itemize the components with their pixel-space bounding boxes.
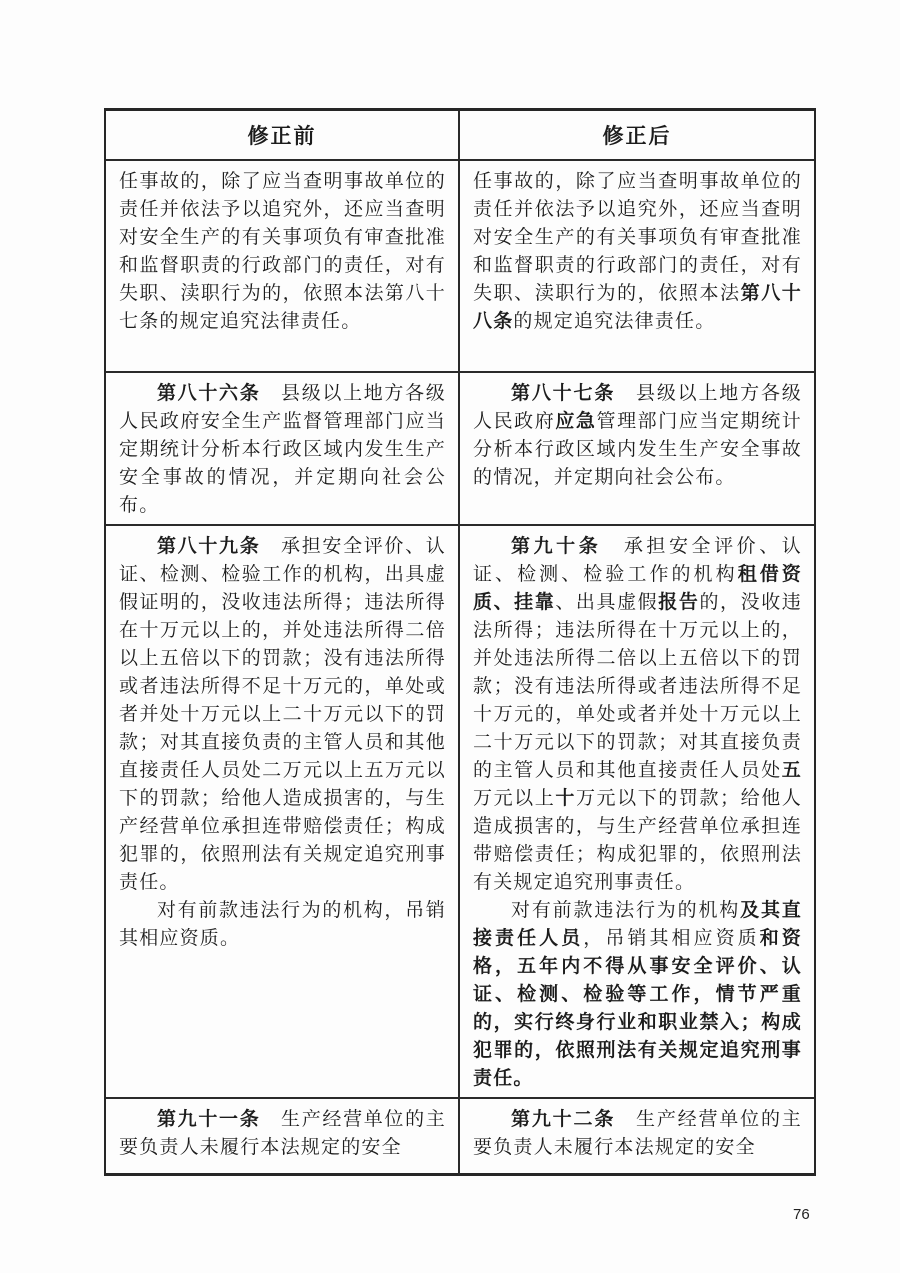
table-row <box>106 1099 814 1175</box>
text-run: 万元以下的罚款；给他人造成损害的，与生产经营单位承担连带赔偿责任；构成犯罪的，依照刑法有关规定追究刑事责任。 <box>473 788 802 893</box>
table-row <box>106 373 814 526</box>
amended-text-run: 第九十一条 <box>157 1109 261 1130</box>
cell-after <box>460 1099 814 1175</box>
header-before: 修正前 <box>106 111 460 159</box>
amended-text-run: 十 <box>555 788 576 809</box>
amended-text-run: 租借资质、挂靠 <box>473 564 802 613</box>
paragraph <box>119 533 446 897</box>
text-run: ，吊销其相应资质 <box>583 928 760 949</box>
paragraph <box>473 533 802 897</box>
cell-after <box>460 373 814 524</box>
amended-text-run: 第九十二条 <box>511 1109 616 1130</box>
text-run: 万元以上 <box>473 788 556 809</box>
amended-text-run: 和资格，五年内不得从事安全评价、认证、检测、检验等工作，情节严重的，实行终身行业和职业禁入；构成犯罪的，依照刑法有关规定追究刑事责任。 <box>473 928 802 1089</box>
table-header-row <box>106 111 814 161</box>
table-body <box>106 161 814 1175</box>
cell-before <box>106 526 460 1097</box>
cell-after <box>460 526 814 1097</box>
paragraph <box>473 380 802 492</box>
amended-text-run: 应急 <box>555 411 597 432</box>
text-run: 对有前款违法行为的机构，吊销其相应资质。 <box>119 900 446 949</box>
paragraph <box>473 168 802 336</box>
amended-text-run: 第八十八条 <box>473 283 802 332</box>
text-run: 任事故的，除了应当查明事故单位的责任并依法予以追究外，还应当查明对安全生产的有关事项负有审查批准和监督职责的行政部门的责任，对有失职、渎职行为的，依照本法第八十七条的规定追究法律责任。 <box>119 171 446 332</box>
page-number: 76 <box>793 1206 810 1223</box>
paragraph <box>473 1106 802 1162</box>
paragraph <box>473 897 802 1093</box>
text-run: 任事故的，除了应当查明事故单位的责任并依法予以追究外，还应当查明对安全生产的有关事项负有审查批准和监督职责的行政部门的责任，对有失职、渎职行为的，依照本法 <box>473 171 802 304</box>
cell-after <box>460 161 814 371</box>
paragraph <box>119 897 446 953</box>
amended-text-run: 第八十九条 <box>157 536 261 557</box>
paragraph <box>119 168 446 336</box>
text-run: 对有前款违法行为的机构 <box>511 900 741 921</box>
table-row <box>106 526 814 1099</box>
amended-text-run: 第九十条 <box>511 536 602 557</box>
table-row <box>106 161 814 373</box>
text-run: 管理部门应当定期统计分析本行政区域内发生生产安全事故的情况，并定期向社会公布。 <box>473 411 802 488</box>
amended-text-run: 第八十七条 <box>511 383 616 404</box>
text-run: 生产经营单位的主要负责人未履行本法规定的安全 <box>473 1109 802 1158</box>
text-run: 的规定追究法律责任。 <box>513 311 716 332</box>
comparison-table <box>104 108 816 1176</box>
cell-before <box>106 1099 460 1175</box>
text-run: 承担安全评价、认证、检测、检验工作的机构 <box>473 536 802 585</box>
amended-text-run: 第八十六条 <box>157 383 261 404</box>
text-run: 县级以上地方各级人民政府 <box>473 383 802 432</box>
cell-before <box>106 161 460 371</box>
amended-text-run: 及其直接责任人员 <box>473 900 803 949</box>
paragraph <box>119 380 446 520</box>
text-run: 生产经营单位的主要负责人未履行本法规定的安全 <box>119 1109 446 1158</box>
text-run: 、出具虚假 <box>555 592 659 613</box>
text-run: 的，没收违法所得；违法所得在十万元以上的，并处违法所得二倍以上五倍以下的罚款；没有违法所得或者违法所得不足十万元的，单处或者并处十万元以上二十万元以下的罚款；对其直接负责的主管人员和其他直接责任人员处 <box>473 592 802 781</box>
text-run: 县级以上地方各级人民政府安全生产监督管理部门应当定期统计分析本行政区域内发生生产安全事故的情况，并定期向社会公布。 <box>119 383 446 516</box>
cell-before <box>106 373 460 524</box>
amended-text-run: 报告 <box>658 592 700 613</box>
paragraph <box>119 1106 446 1162</box>
text-run: 承担安全评价、认证、检测、检验工作的机构，出具虚假证明的，没收违法所得；违法所得在十万元以上的，并处违法所得二倍以上五倍以下的罚款；没有违法所得或者违法所得不足十万元的，单处或者并处十万元以上二十万元以下的罚款；对其直接负责的主管人员和其他直接责任人员处二万元以上五万元以下的罚款；给他人造成损害的，与生产经营单位承担连带赔偿责任；构成犯罪的，依照刑法有关规定追究刑事责任。 <box>119 536 446 893</box>
amended-text-run: 五 <box>781 760 802 781</box>
header-after: 修正后 <box>602 124 672 148</box>
